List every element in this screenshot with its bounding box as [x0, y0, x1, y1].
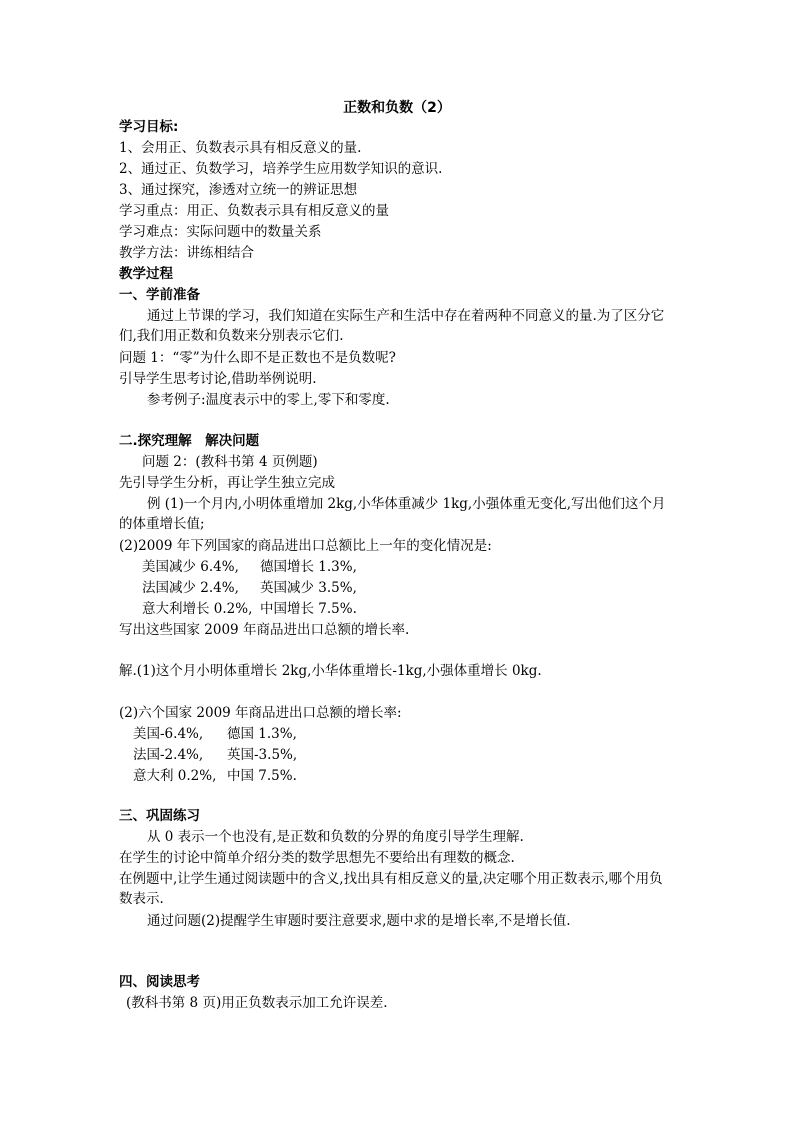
solution-2: (2)六个国家 2009 年商品进出口总额的增长率: [119, 705, 402, 721]
objectives-heading: 学习目标: [119, 119, 179, 135]
section1-heading: 一、学前准备 [119, 287, 200, 303]
section3-heading: 三、巩固练习 [119, 808, 200, 824]
question1: 问题 1：“零”为什么即不是正数也不是负数呢? [119, 350, 396, 366]
section3-paragraph: 从 0 表示一个也没有,是正数和负数的分界的角度引导学生理解. [147, 829, 524, 845]
key-point: 学习重点：用正、负数表示具有相反意义的量 [119, 203, 389, 219]
example-1: 例 (1)一个月内,小明体重增加 2kg,小华体重减少 1kg,小强体重无变化,写出他们这个月的体重增长值; [119, 496, 666, 532]
section3-paragraph: 通过问题(2)提醒学生审题时要注意要求,题中求的是增长率,不是增长值. [147, 913, 571, 929]
solution-1: 解.(1)这个月小明体重增长 2kg,小华体重增长-1kg,小强体重增长 0kg. [119, 663, 542, 679]
country-change: 德国增长 1.3%, [260, 559, 357, 575]
difficulty: 学习难点：实际问题中的数量关系 [119, 224, 322, 240]
section1-guide: 引导学生思考讨论,借助举例说明. [119, 371, 317, 387]
question2: 问题 2：(教科书第 4 页例题) [142, 454, 318, 470]
section2-guide: 先引导学生分析，再让学生独立完成 [119, 475, 335, 491]
section3-paragraph: 在例题中,让学生通过阅读题中的含义,找出具有相反意义的量,决定哪个用正数表示,哪个用负数表示. [119, 871, 663, 907]
section4-paragraph: (教科书第 8 页)用正负数表示加工允许误差. [126, 995, 388, 1011]
section1-paragraph: 通过上节课的学习，我们知道在实际生产和生活中存在着两种不同意义的量.为了区分它们,我们用正数和负数来分别表示它们. [119, 308, 665, 344]
teaching-method: 教学方法：讲练相结合 [119, 245, 254, 261]
objective-item: 2、通过正、负数学习，培养学生应用数学知识的意识. [119, 161, 443, 177]
answer-item: 英国-3.5%, [227, 747, 298, 763]
answer-item: 德国 1.3%, [227, 726, 297, 742]
section2-heading: 二.探究理解 解决问题 [119, 433, 260, 449]
answer-item: 中国 7.5%. [227, 768, 297, 784]
country-change: 美国减少 6.4%, [142, 559, 239, 575]
answer-item: 美国-6.4%, [133, 726, 204, 742]
ask-growth-rate: 写出这些国家 2009 年商品进出口总额的增长率. [119, 622, 410, 638]
country-change: 法国减少 2.4%, [142, 580, 239, 596]
process-heading: 教学过程 [119, 266, 173, 282]
country-change: 英国减少 3.5%, [260, 580, 357, 596]
objective-item: 3、通过探究，渗透对立统一的辨证思想 [119, 182, 358, 198]
country-change: 意大利增长 0.2%, [142, 601, 253, 617]
country-change: 中国增长 7.5%. [260, 601, 357, 617]
answer-item: 法国-2.4%, [133, 747, 204, 763]
reference-example: 参考例子:温度表示中的零上,零下和零度. [147, 392, 390, 408]
objective-item: 1、会用正、负数表示具有相反意义的量. [119, 140, 362, 156]
answer-item: 意大利 0.2%, [133, 768, 217, 784]
page-title: 正数和负数（2） [343, 100, 451, 116]
section3-paragraph: 在学生的讨论中简单介绍分类的数学思想先不要给出有理数的概念. [119, 850, 515, 866]
section4-heading: 四、阅读思考 [119, 974, 200, 990]
example-2: (2)2009 年下列国家的商品进出口总额比上一年的变化情况是: [119, 538, 492, 554]
